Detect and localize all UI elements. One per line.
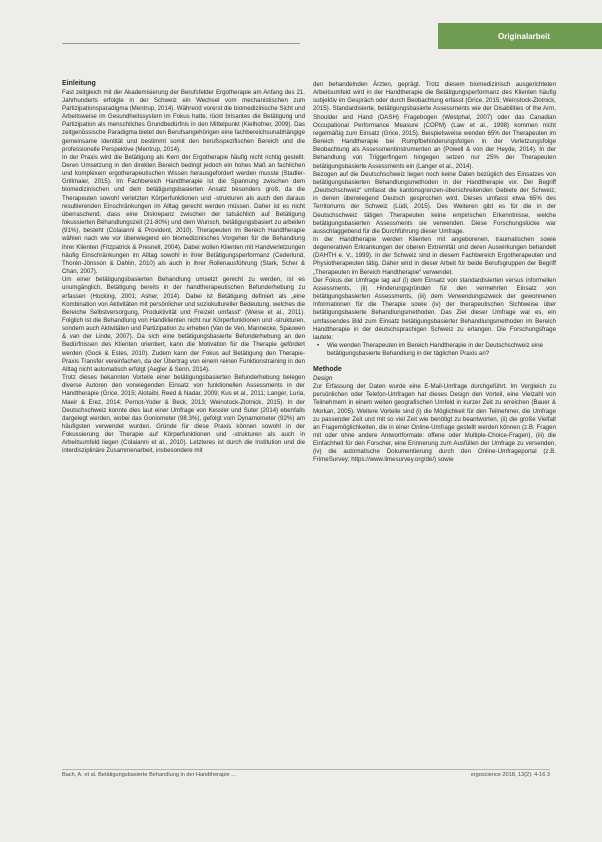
paragraph: Um einer betätigungsbasierten Behandlung umsetzt gerecht zu werden, ist es unumgänglich, Betätigung bereits in der handtherapeutischen Befunderhebung zu erfassen (Hocking, 2001; Asher, 2014). Dabei ist Betätigung definiert als „eine Kombination von Aktivitäten mit persönlicher und soziokultureller Bedeutung, welches die Bereiche Selbstversorgung, Produktivität und Freizeit umfasst“ (Weise et al., 2011). Folglich ist die Behandlung von Handklienten nicht nur Körperfunktionen und -strukturen, sondern auch Aktivitäten und Partizipation zu erheben (Van de Ven, Mannecke, Spauwen & van der Linde, 2007). Da sich eine betätigungsbasierte Befunderhebung an den Bedürfnissen des Klienten orientiert, kann die Motivation für die Therapie gefördert werden (Gock & Estes, 2010). Zudem kann der Fokus auf Betätigung den Therapie-Praxis Transfer vereinfachen, da der Übertrag von einem reinen Funktionstraining in den Alltag nicht automatisch erfolgt (Aegler & Senn, 2014). — [62, 276, 305, 373]
section-badge-label: Originalarbeit — [498, 31, 551, 41]
footer-rule — [62, 769, 550, 770]
research-question-bullet — [313, 342, 556, 358]
section-heading-einleitung: Einleitung — [62, 80, 96, 87]
paragraph: Fast zeitgleich mit der Akademisierung der Berufsfelder Ergotherapie am Anfang des 21. Jahrhunderts erfolgte in der Schweiz ein Wechsel vom mechanistischen zum Partizipationsparadigma (Mentrup, 2014). Während vorerst die biomedizinische Sicht und Arbeitsweise im Gesundheitssystem im Fokus hatte, rückt brisantes die Betätigung und Partizipation als menschliches Grundbedürfnis in den Mittelpunkt (Kielhofner, 2009). Das zeitgenössische Paradigma bietet den Berufsangehörigen eine fachbereichsunabhängige gemeinsame Identität und bestimmt somit den berufsspezifischen Bereich und die professionelle Perspektive (Mentrup, 2014). — [62, 88, 305, 153]
paragraph: Der Fokus der Umfrage lag auf (i) dem Einsatz von standardisierten versus informellen Assessments, (ii) Hinderungsgründen für den vermehrten Einsatz von betätigungsbasierten Assessments, (iii) dem Verwendungszweck der gewonnenen Informationen für die Therapie sowie (iv) der therapeutischen Sichtweise über betätigungsbasierte Behandlungsmethoden. Das Ziel dieser Umfrage war es, ein umfassendes Bild zum Einsatz betätigungsbasierter Behandlungsmethoden im Bereich Handtherapie in der deutschsprachigen Schweiz zu erlangen. Die Forschungsfrage lautete: — [313, 276, 556, 341]
paragraph: Bezogen auf die Deutschschweiz liegen noch keine Daten bezüglich des Einsatzes von betätigungsbasierten Behandlungsmethoden in der Handtherapie vor. Der Begriff „Deutschschweiz“ umfasst die kantonsgrenzen-überschreitenden Gebiete der Schweiz, in denen überwiegend Deutsch gesprochen wird. Dieses umfasst etwa 65% des Territoriums der Schweiz (Lüdi, 2015). Des Weiteren gibt es für die in der Deutschschweiz tätigen Therapeuten keine empirischen Erkenntnisse, welche betätigungsbasierten Assessments sie verwenden. Diese Forschungslücke war ausschlaggebend für die Durchführung dieser Umfrage. — [313, 170, 556, 235]
left-column — [62, 80, 305, 456]
footer-citation: Bach, A. et al. Betätigungsbasierte Behandlung in der Handtherapie ... — [62, 772, 236, 778]
right-column — [313, 81, 556, 465]
footer-journal-page: ergoscience 2018, 13(2): 4-16 3 — [470, 772, 550, 778]
paragraph: den behandelnden Ärzten, geprägt. Trotz diesem biomedizinisch ausgerichteten Arbeitsumfeld wird in der Handtherapie die Betätigungsperformanz des Klienten häufig subjektiv im Gespräch oder durch Beobachtung erfasst (Grice, 2015; Weinstock-Zlotnick, 2015). Standardisierte, betätigungsbasierte Assessments wie der Disabilities of the Arm, Shoulder and Hand (DASH) Fragebogen (Westphal, 2007) oder das Canadian Occupational Performance Measure (COPM) (Law et al., 1998) kommen nicht regelmäßig zum Einsatz (Grice, 2015). Beispielsweise wenden 65% der Therapeuten im Bereich Handtherapie bei Rumpfbehinderungsfolgen in der Verletzungsfolge Beobachtung als Assessmentinstrumenten an (Powell & von der Heyde, 2014). In der Behandlung von Triggerfingern hingegen setzen nur 25% der Therapeuten betätigungsbasierte Assessments ein (Langer et al., 2014). — [313, 81, 556, 170]
paragraph: Zur Erfassung der Daten wurde eine E-Mail-Umfrage durchgeführt. Im Vergleich zu persönlichen oder Telefon-Umfragen hat dieses Design den Vorteil, eine Vielzahl von Teilnehmern in einem weiten geografischen Umfeld in kurzer Zeit zu erreichen (Bauer & Morkan, 2005). Weitere Vorteile sind (i) die Möglichkeit für den Teilnehmer, die Umfrage zu passender Zeit und mit so viel Zeit wie benötigt zu beantworten, (ii) die große Vielfalt an Fragemöglichkeiten, die in einer Online-Umfrage gestellt werden können (z.B. Fragen mit oder ohne andere Antwortformate: offene oder Multiple-Choice-Fragen), (iii) die Einfachheit für den Forscher, eine Erinnerung zum Ausfüllen der Umfrage zu versenden, (iv) die automatische Dokumentierung durch den Online-Umfrageportal (z.B. FrimeSurvey; https://www.limesurvey.org/de/) sowie — [313, 383, 556, 464]
paragraph: In der Praxis wird die Betätigung als Kern der Ergotherapie häufig nicht richtig gestellt. Deren Umsetzung in den direkten Bereich bedingt jedoch ein hohes Maß an fachlichen und komplexem ergotherapeutischen Wissen herausgefordert werden musste (Stadler-Grillmaier, 2015). Im Fachbereich Handtherapie ist die Spannung zwischen dem biomedizinischen und dem betätigungsbasierten Ansatz besonders groß, da die Therapeuten sowohl verletzten Körperfunktionen und -strukturen als auch den daraus resultierenden Einschränkungen im Alltag gerecht werden müssen. Daher ist es nicht überraschend, dass eine Diskrepanz zwischen der tatsächlich auf Betätigung fokussierten Behandlungszeit (21-80%) und dem Wunsch, betätigungsbasiert zu arbeiten (91%), besteht (Colaianni & Provident, 2010). Therapeuten im Bereich Handtherapie wählen nach wie vor überwiegend ein biomedizinisches Vorgehen für die Behandlung ihrer Klienten (Fitzpatrick & Presnell, 2004). Dabei wollen Klienten mit Handverletzungen häufig Einschränkungen im Alltag sowohl in ihrer Betätigungsperformanz (Cederlund, Thorén-Jönsson & Dahlin, 2010) als auch in ihrer Rollenausführung (Stark, Scher & Chan, 2007). — [62, 153, 305, 276]
subsection-heading-design: Design — [313, 374, 333, 382]
section-heading-methode: Methode — [313, 366, 342, 374]
header-rule — [62, 43, 300, 44]
paragraph: Trotz dieses bekannten Vorteile einer betätigungsbasierten Befunderhebung belegen diverse Autoren den vorwiegenden Einsatz von funktionellen Assessments in der Handtherapie (Grice, 2015; Alotaibi, Reed & Nadar, 2009; Kus et al., 2011; Langer, Luria, Maeir & Erez, 2014; Pernot-Yoder & Beck, 2013; Weinstock-Zlotnick, 2015). In der Deutschschweiz konnte dies laut einer Umfrage von Kessler und Suter (2014) ebenfalls dargelegt werden, wobei das Goniometer (98.3%), gefolgt vom Dynamometer (92%) am häufigsten verwendet wurden. Gründe für diese Praxis können sowohl in der Fokussierung der Therapie auf Körperfunktionen und -strukturen als auch in Arbeitsumfeld liegen (Colaianni et al., 2010). Letzteres ist durch die Institution und die interdisziplinäre Zusammenarbeit, insbesondere mit — [62, 374, 305, 455]
bullet-icon: • — [317, 342, 320, 349]
research-question-text: Wie wenden Therapeuten im Bereich Handtherapie in der Deutschschweiz eine betätigungsbasierte Behandlung in der täglichen Praxis an? — [327, 342, 543, 358]
section-badge — [438, 23, 602, 49]
paragraph: In der Handtherapie werden Klienten mit angeborenen, traumatischen sowie degenerativen Erkrankungen der oberen Extremität und deren Auswirkungen behandelt (DAHTH e. V., 1999). In der Schweiz sind in diesem Fachbereich Ergotherapeuten und Physiotherapeuten tätig. Daher wird in dieser Arbeit für beide Berufsgruppen der Begriff „Therapeuten im Bereich Handtherapie“ verwendet. — [313, 235, 556, 276]
spacer — [313, 358, 556, 366]
